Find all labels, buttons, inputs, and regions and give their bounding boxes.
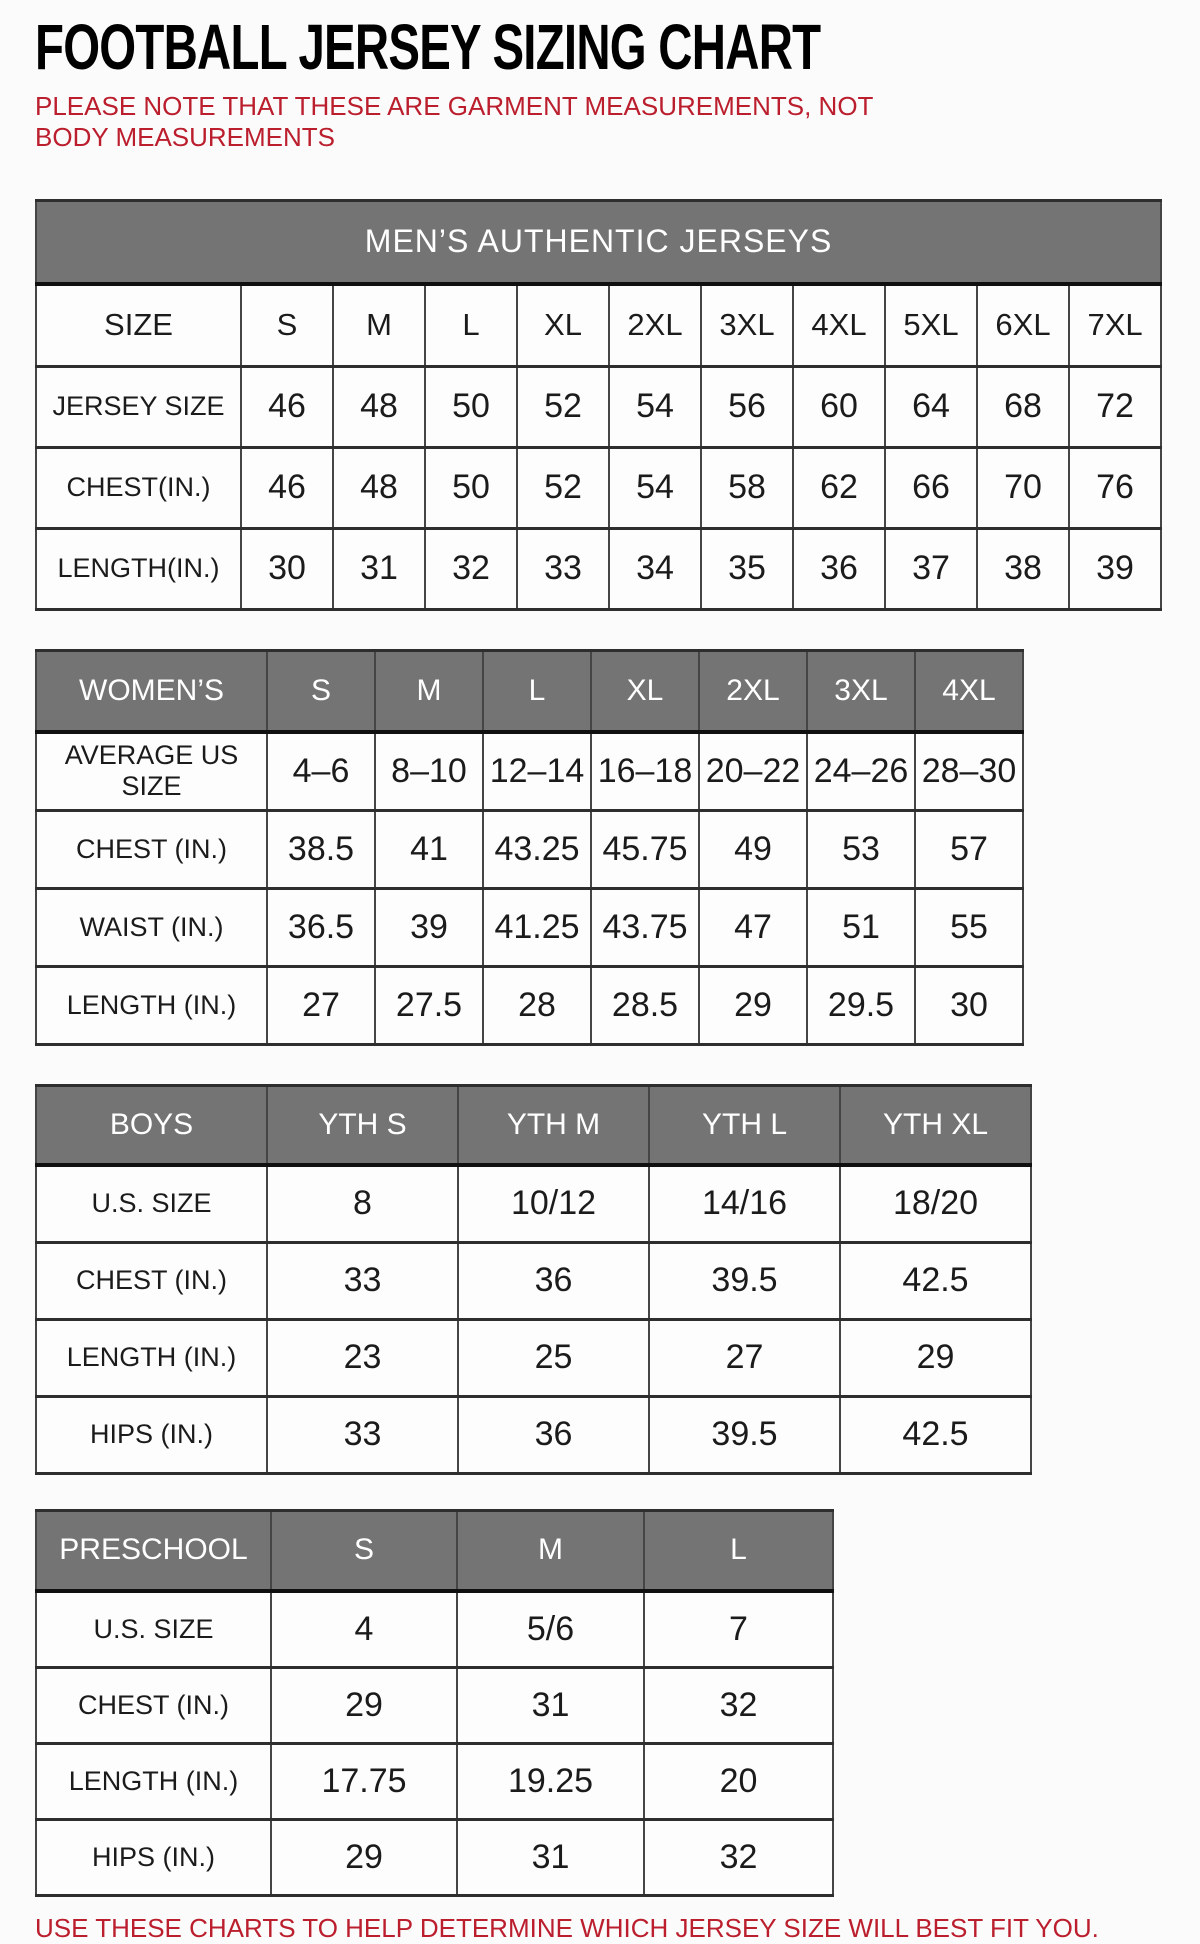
boys-row-chest-in	[36, 1242, 1031, 1319]
womens-size-m: M	[375, 650, 483, 732]
mens-chest-in-value: 66	[885, 447, 977, 528]
preschool-header-label: PRESCHOOL	[36, 1510, 271, 1591]
boys-row-u-s-size	[36, 1165, 1031, 1242]
preschool-row-hips-in	[36, 1819, 833, 1895]
womens-chest-in-value: 43.25	[483, 810, 591, 888]
preschool-row-length-in	[36, 1743, 833, 1819]
footer-note: USE THESE CHARTS TO HELP DETERMINE WHICH JERSEY SIZE WILL BEST FIT YOU.	[35, 1912, 1099, 1943]
mens-jersey-size-value: 54	[609, 366, 701, 447]
preschool-row-u-s-size	[36, 1591, 833, 1667]
womens-chest-in-value: 41	[375, 810, 483, 888]
preschool-size-l: L	[644, 1510, 833, 1591]
mens-length-in-value: 39	[1069, 528, 1161, 609]
womens-waist-in-value: 39	[375, 888, 483, 966]
boys-row-hips-in	[36, 1396, 1031, 1473]
mens-size-3xl: 3XL	[701, 284, 793, 366]
mens-chest-in-value: 70	[977, 447, 1069, 528]
womens-waist-in-value: 36.5	[267, 888, 375, 966]
mens-size-5xl: 5XL	[885, 284, 977, 366]
womens-average-us-size-value: 4–6	[267, 732, 375, 810]
womens-size-s: S	[267, 650, 375, 732]
mens-jersey-size-value: 46	[241, 366, 333, 447]
mens-size-m: M	[333, 284, 425, 366]
mens-length-in-value: 37	[885, 528, 977, 609]
boys-hips-in-value: 36	[458, 1396, 649, 1473]
mens-length-in-value: 33	[517, 528, 609, 609]
womens-chest-in-value: 49	[699, 810, 807, 888]
mens-length-in-value: 31	[333, 528, 425, 609]
mens-chest-in-value: 54	[609, 447, 701, 528]
boys-length-in-value: 29	[840, 1319, 1031, 1396]
boys-length-in-value: 23	[267, 1319, 458, 1396]
preschool-hips-in-value: 31	[457, 1819, 644, 1895]
mens-jersey-size-value: 64	[885, 366, 977, 447]
womens-row-chest-in-label: CHEST (IN.)	[36, 810, 267, 888]
mens-header-row	[36, 284, 1161, 366]
preschool-u-s-size-value: 5/6	[457, 1591, 644, 1667]
mens-jersey-size-value: 56	[701, 366, 793, 447]
mens-jersey-size-value: 68	[977, 366, 1069, 447]
mens-authentic-jerseys-table	[35, 199, 1162, 611]
mens-size-6xl: 6XL	[977, 284, 1069, 366]
womens-size-4xl: 4XL	[915, 650, 1023, 732]
mens-size-2xl: 2XL	[609, 284, 701, 366]
boys-chest-in-value: 39.5	[649, 1242, 840, 1319]
boys-u-s-size-value: 14/16	[649, 1165, 840, 1242]
boys-hips-in-value: 33	[267, 1396, 458, 1473]
mens-length-in-value: 35	[701, 528, 793, 609]
boys-chest-in-value: 33	[267, 1242, 458, 1319]
womens-average-us-size-value: 16–18	[591, 732, 699, 810]
preschool-chest-in-value: 32	[644, 1667, 833, 1743]
womens-chest-in-value: 53	[807, 810, 915, 888]
womens-row-length-in	[36, 966, 1023, 1044]
womens-size-2xl: 2XL	[699, 650, 807, 732]
mens-length-in-value: 30	[241, 528, 333, 609]
boys-u-s-size-value: 8	[267, 1165, 458, 1242]
boys-chest-in-value: 36	[458, 1242, 649, 1319]
boys-row-chest-in-label: CHEST (IN.)	[36, 1242, 267, 1319]
boys-hips-in-value: 42.5	[840, 1396, 1031, 1473]
womens-length-in-value: 27	[267, 966, 375, 1044]
mens-banner-row	[36, 200, 1161, 284]
preschool-row-chest-in-label: CHEST (IN.)	[36, 1667, 271, 1743]
preschool-row-hips-in-label: HIPS (IN.)	[36, 1819, 271, 1895]
womens-average-us-size-value: 28–30	[915, 732, 1023, 810]
boys-size-yth-m: YTH M	[458, 1085, 649, 1165]
womens-average-us-size-value: 8–10	[375, 732, 483, 810]
mens-size-xl: XL	[517, 284, 609, 366]
boys-header-row	[36, 1085, 1031, 1165]
boys-length-in-value: 27	[649, 1319, 840, 1396]
boys-row-hips-in-label: HIPS (IN.)	[36, 1396, 267, 1473]
boys-size-yth-s: YTH S	[267, 1085, 458, 1165]
boys-size-yth-xl: YTH XL	[840, 1085, 1031, 1165]
mens-chest-in-value: 52	[517, 447, 609, 528]
mens-length-in-value: 38	[977, 528, 1069, 609]
womens-length-in-value: 28.5	[591, 966, 699, 1044]
womens-size-l: L	[483, 650, 591, 732]
boys-row-length-in-label: LENGTH (IN.)	[36, 1319, 267, 1396]
mens-size-4xl: 4XL	[793, 284, 885, 366]
womens-row-length-in-label: LENGTH (IN.)	[36, 966, 267, 1044]
boys-chest-in-value: 42.5	[840, 1242, 1031, 1319]
mens-chest-in-value: 46	[241, 447, 333, 528]
womens-row-average-us-size-label: AVERAGE US SIZE	[36, 732, 267, 810]
boys-length-in-value: 25	[458, 1319, 649, 1396]
womens-length-in-value: 29	[699, 966, 807, 1044]
womens-chest-in-value: 57	[915, 810, 1023, 888]
preschool-length-in-value: 17.75	[271, 1743, 457, 1819]
womens-row-chest-in	[36, 810, 1023, 888]
preschool-length-in-value: 20	[644, 1743, 833, 1819]
womens-length-in-value: 27.5	[375, 966, 483, 1044]
womens-header-row	[36, 650, 1023, 732]
preschool-u-s-size-value: 4	[271, 1591, 457, 1667]
preschool-row-chest-in	[36, 1667, 833, 1743]
mens-banner: MEN’S AUTHENTIC JERSEYS	[36, 200, 1161, 284]
womens-waist-in-value: 51	[807, 888, 915, 966]
page-title: FOOTBALL JERSEY SIZING CHART	[35, 11, 821, 83]
mens-row-length-in	[36, 528, 1161, 609]
preschool-hips-in-value: 32	[644, 1819, 833, 1895]
womens-waist-in-value: 41.25	[483, 888, 591, 966]
boys-row-u-s-size-label: U.S. SIZE	[36, 1165, 267, 1242]
mens-chest-in-value: 50	[425, 447, 517, 528]
preschool-row-u-s-size-label: U.S. SIZE	[36, 1591, 271, 1667]
womens-row-waist-in-label: WAIST (IN.)	[36, 888, 267, 966]
womens-chest-in-value: 45.75	[591, 810, 699, 888]
womens-average-us-size-value: 24–26	[807, 732, 915, 810]
womens-chest-in-value: 38.5	[267, 810, 375, 888]
garment-measurements-note: PLEASE NOTE THAT THESE ARE GARMENT MEASUREMENTS, NOT BODY MEASUREMENTS	[35, 91, 873, 152]
preschool-size-s: S	[271, 1510, 457, 1591]
preschool-chest-in-value: 31	[457, 1667, 644, 1743]
mens-row-chest-in-label: CHEST(IN.)	[36, 447, 241, 528]
mens-row-jersey-size-label: JERSEY SIZE	[36, 366, 241, 447]
boys-sizing-table	[35, 1084, 1032, 1475]
boys-hips-in-value: 39.5	[649, 1396, 840, 1473]
boys-header-label: BOYS	[36, 1085, 267, 1165]
preschool-chest-in-value: 29	[271, 1667, 457, 1743]
boys-row-length-in	[36, 1319, 1031, 1396]
womens-waist-in-value: 43.75	[591, 888, 699, 966]
mens-jersey-size-value: 60	[793, 366, 885, 447]
womens-length-in-value: 30	[915, 966, 1023, 1044]
mens-row-chest-in	[36, 447, 1161, 528]
womens-header-label: WOMEN’S	[36, 650, 267, 732]
womens-sizing-table	[35, 649, 1024, 1046]
preschool-row-length-in-label: LENGTH (IN.)	[36, 1743, 271, 1819]
preschool-u-s-size-value: 7	[644, 1591, 833, 1667]
mens-size-s: S	[241, 284, 333, 366]
mens-length-in-value: 34	[609, 528, 701, 609]
preschool-hips-in-value: 29	[271, 1819, 457, 1895]
mens-length-in-value: 32	[425, 528, 517, 609]
womens-waist-in-value: 55	[915, 888, 1023, 966]
mens-jersey-size-value: 72	[1069, 366, 1161, 447]
mens-jersey-size-value: 48	[333, 366, 425, 447]
boys-u-s-size-value: 18/20	[840, 1165, 1031, 1242]
womens-row-average-us-size	[36, 732, 1023, 810]
mens-jersey-size-value: 52	[517, 366, 609, 447]
womens-row-waist-in	[36, 888, 1023, 966]
mens-chest-in-value: 48	[333, 447, 425, 528]
mens-chest-in-value: 58	[701, 447, 793, 528]
mens-row-length-in-label: LENGTH(IN.)	[36, 528, 241, 609]
womens-length-in-value: 28	[483, 966, 591, 1044]
preschool-header-row	[36, 1510, 833, 1591]
womens-size-xl: XL	[591, 650, 699, 732]
mens-size-7xl: 7XL	[1069, 284, 1161, 366]
womens-average-us-size-value: 12–14	[483, 732, 591, 810]
mens-length-in-value: 36	[793, 528, 885, 609]
mens-chest-in-value: 62	[793, 447, 885, 528]
boys-u-s-size-value: 10/12	[458, 1165, 649, 1242]
mens-row-jersey-size	[36, 366, 1161, 447]
preschool-size-m: M	[457, 1510, 644, 1591]
womens-length-in-value: 29.5	[807, 966, 915, 1044]
preschool-length-in-value: 19.25	[457, 1743, 644, 1819]
womens-waist-in-value: 47	[699, 888, 807, 966]
womens-size-3xl: 3XL	[807, 650, 915, 732]
womens-average-us-size-value: 20–22	[699, 732, 807, 810]
boys-size-yth-l: YTH L	[649, 1085, 840, 1165]
mens-size-l: L	[425, 284, 517, 366]
mens-chest-in-value: 76	[1069, 447, 1161, 528]
mens-jersey-size-value: 50	[425, 366, 517, 447]
mens-header-label: SIZE	[36, 284, 241, 366]
preschool-sizing-table	[35, 1509, 834, 1897]
